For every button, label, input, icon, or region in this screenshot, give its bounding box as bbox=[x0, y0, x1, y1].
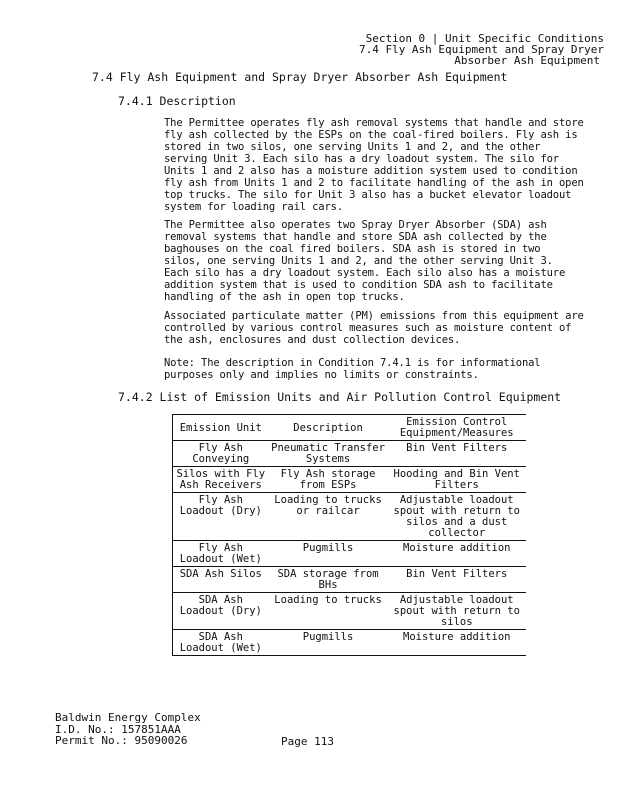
text-line: The Permittee operates fly ash removal systems that handle and store bbox=[164, 117, 584, 129]
text-line: Associated particulate matter (PM) emissions from this equipment are bbox=[164, 310, 584, 322]
table-cell: Bin Vent Filters bbox=[387, 567, 526, 593]
table-cell: Adjustable loadout spout with return to silos and a dust collector bbox=[387, 493, 526, 541]
text-line: the ash, enclosures and dust collection devices. bbox=[164, 334, 461, 346]
table-cell: Fly Ash storage from ESPs bbox=[269, 467, 388, 493]
text-line: baghouses on the coal fired boilers. SDA ash is stored in two bbox=[164, 243, 541, 255]
text-line: Units 1 and 2 also has a moisture addition system used to condition bbox=[164, 165, 578, 177]
text-line: silos, one serving Units 1 and 2, and the other serving Unit 3. bbox=[164, 255, 553, 267]
table-cell: SDA Ash Loadout (Dry) bbox=[173, 593, 269, 630]
text-line: purposes only and implies no limits or constraints. bbox=[164, 369, 479, 381]
table-cell: Pneumatic Transfer Systems bbox=[269, 441, 388, 467]
description-heading: 7.4.1 Description bbox=[118, 94, 236, 108]
table-cell: Pugmills bbox=[269, 630, 388, 656]
description-paragraph-2 bbox=[164, 219, 574, 303]
equipment-heading: 7.4.2 List of Emission Units and Air Pollution Control Equipment bbox=[118, 390, 562, 404]
table-cell: Adjustable loadout spout with return to silos bbox=[387, 593, 526, 630]
table-cell: Fly Ash Loadout (Wet) bbox=[173, 541, 269, 567]
header-line-2: 7.4 Fly Ash Equipment and Spray Dryer bbox=[358, 43, 604, 56]
table-row bbox=[173, 441, 527, 467]
table-row bbox=[173, 567, 527, 593]
table-cell: Moisture addition bbox=[387, 630, 526, 656]
table-cell: Loading to trucks bbox=[269, 593, 388, 630]
table-cell: Fly Ash Loadout (Dry) bbox=[173, 493, 269, 541]
text-line: system for loading rail cars. bbox=[164, 201, 343, 213]
description-paragraph-1 bbox=[164, 117, 584, 213]
column-header-emission-unit: Emission Unit bbox=[173, 415, 269, 441]
text-line: addition system that is used to condition SDA ash to facilitate bbox=[164, 279, 553, 291]
table-cell: Hooding and Bin Vent Filters bbox=[387, 467, 526, 493]
column-header-description: Description bbox=[269, 415, 388, 441]
column-header-control-equipment: Emission Control Equipment/Measures bbox=[387, 415, 526, 441]
header-line-3: Absorber Ash Equipment bbox=[454, 54, 600, 67]
text-line: controlled by various control measures such as moisture content of bbox=[164, 322, 572, 334]
text-line: The Permittee also operates two Spray Dryer Absorber (SDA) ash bbox=[164, 219, 547, 231]
text-line: top trucks. The silo for Unit 3 also has a bucket elevator loadout bbox=[164, 189, 572, 201]
equipment-table bbox=[172, 414, 526, 656]
footer-id-number: I.D. No.: 157851AAA bbox=[55, 722, 181, 736]
text-line: Note: The description in Condition 7.4.1 is for informational bbox=[164, 357, 541, 369]
header-line-1: Section 0 | Unit Specific Conditions bbox=[365, 32, 604, 45]
footer-permit-number: Permit No.: 95090026 bbox=[55, 734, 188, 747]
description-note bbox=[164, 357, 574, 381]
text-line: handling of the ash in open top trucks. bbox=[164, 291, 405, 303]
table-row bbox=[173, 493, 527, 541]
page-number: Page 113 bbox=[281, 735, 334, 748]
text-line: removal systems that handle and store SDA ash collected by the bbox=[164, 231, 547, 243]
text-line: Each silo has a dry loadout system. Each silo also has a moisture bbox=[164, 267, 566, 279]
table-cell: SDA Ash Silos bbox=[173, 567, 269, 593]
table-cell: Fly Ash Conveying bbox=[173, 441, 269, 467]
table-cell: Silos with Fly Ash Receivers bbox=[173, 467, 269, 493]
page-footer bbox=[55, 712, 201, 747]
text-line: stored in two silos, one serving Units 1 and 2, and the other bbox=[164, 141, 541, 153]
table-cell: SDA Ash Loadout (Wet) bbox=[173, 630, 269, 656]
table-cell: Loading to trucks or railcar bbox=[269, 493, 388, 541]
description-paragraph-3 bbox=[164, 310, 584, 346]
text-line: serving Unit 3. Each silo has a dry loadout system. The silo for bbox=[164, 153, 559, 165]
section-heading: 7.4 Fly Ash Equipment and Spray Dryer Absorber Ash Equipment bbox=[92, 70, 508, 84]
table-cell: Bin Vent Filters bbox=[387, 441, 526, 467]
table-row bbox=[173, 541, 527, 567]
text-line: fly ash from Units 1 and 2 to facilitate handling of the ash in open bbox=[164, 177, 584, 189]
table-cell: Moisture addition bbox=[387, 541, 526, 567]
footer-facility: Baldwin Energy Complex bbox=[55, 711, 201, 724]
table-row bbox=[173, 593, 527, 630]
table-row bbox=[173, 630, 527, 656]
table-row bbox=[173, 467, 527, 493]
running-header bbox=[359, 33, 604, 66]
text-line: fly ash collected by the ESPs on the coal-fired boilers. Fly ash is bbox=[164, 129, 578, 141]
table-cell: SDA storage from BHs bbox=[269, 567, 388, 593]
table-cell: Pugmills bbox=[269, 541, 388, 567]
table-header-row bbox=[173, 415, 527, 441]
